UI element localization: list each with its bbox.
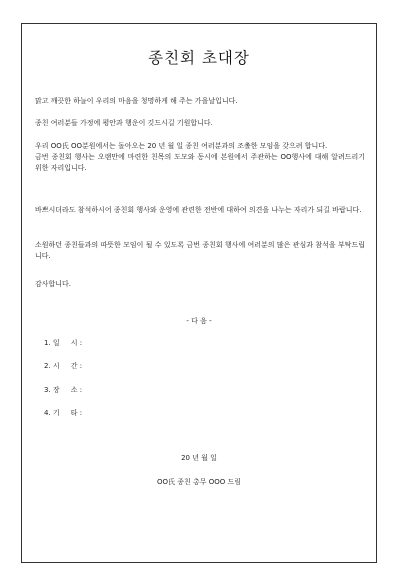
paragraph-announcement: 우리 OO氏 OO분원에서는 돌아오는 20 년 월 일 종친 여러분과의 조촐한 모임을 갖으려 합니다. 금번 종친회 행사는 오랜만에 마련한 친목의 도모와 동시에 본원에서 주관하는 OO행사에 대해 알려드리기 위한 자리입니다. bbox=[35, 142, 365, 172]
item-time: 2. 시 간 : bbox=[44, 362, 83, 370]
paragraph-appeal: 소원하던 종친들과의 따뜻한 모임이 될 수 있도록 금번 종친회 행사에 여러분의 많은 관심과 참석을 부탁드립니다. bbox=[35, 241, 365, 260]
next-heading: - 다 음 - bbox=[186, 317, 212, 325]
paragraph-thanks: 감사합니다. bbox=[35, 280, 72, 288]
issue-date: 20 년 월 일 bbox=[181, 454, 217, 462]
invitation-sheet bbox=[21, 23, 377, 563]
document-title: 종친회 초대장 bbox=[148, 49, 250, 67]
signature: OO氏 종친 총무 OOO 드림 bbox=[156, 478, 242, 486]
item-date: 1. 일 시 : bbox=[44, 339, 83, 347]
paragraph-request: 바쁘시더라도 참석하시어 종친회 행사와 운영에 관련한 전반에 대하여 의견을 나누는 자리가 되길 바랍니다. bbox=[35, 206, 362, 214]
item-place: 3. 장 소 : bbox=[44, 386, 83, 394]
paragraph-greeting: 맑고 깨끗한 하늘이 우리의 마음을 청명하게 해 주는 가을날입니다. bbox=[35, 97, 238, 105]
item-other: 4. 기 타 : bbox=[44, 409, 83, 417]
paragraph-wishes: 종친 여러분들 가정에 평안과 행운이 깃드시길 기원합니다. bbox=[35, 119, 213, 127]
